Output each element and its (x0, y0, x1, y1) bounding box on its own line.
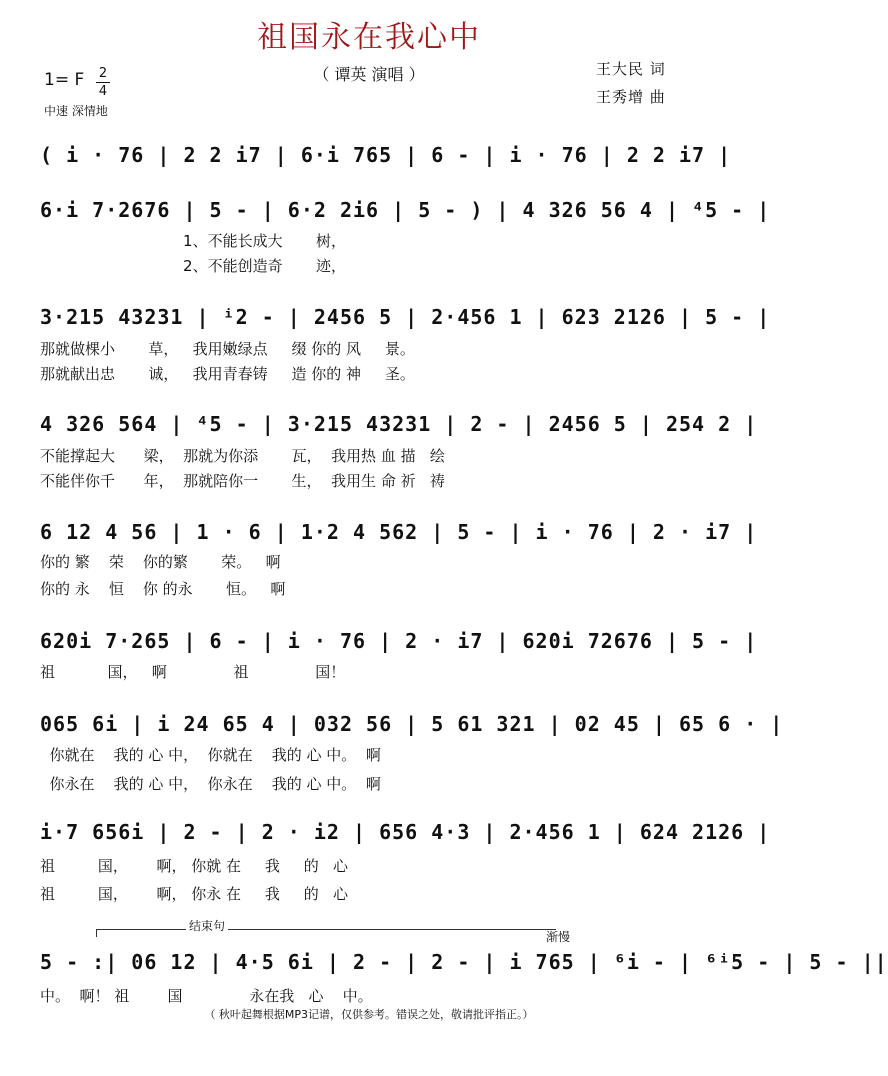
time-signature-top: 2 (98, 66, 108, 81)
lyric-line: 2、不能创造奇 迹， (40, 257, 346, 275)
ending-bracket (96, 929, 556, 930)
lyric-line: 你就在 我的 心 中， 你就在 我的 心 中。 啊 (40, 746, 381, 764)
lyric-line: 你永在 我的 心 中， 你永在 我的 心 中。 啊 (40, 775, 381, 793)
notation-line: 3·215 43231 | ⁱ2 - | 2456 5 | 2·456 1 | 623 2126 | 5 - | (40, 305, 771, 329)
ending-bracket-start (96, 929, 97, 937)
footer-note: （ 秋叶起舞根据MP3记谱，仅供参考。错误之处，敬请批评指正。） (204, 1008, 534, 1021)
key-signature: 1= F (44, 70, 85, 90)
rit-label: 渐慢 (546, 930, 571, 944)
notation-line: 065 6i | i 24 65 4 | 032 56 | 5 61 321 | 02 45 | 65 6 · | (40, 712, 784, 736)
lyric-line: 祖 国， 啊 祖 国！ (40, 663, 346, 681)
lyric-line: 那就做棵小 草， 我用嫩绿点 缀 你的 风 景。 (40, 340, 415, 358)
lyric-line: 不能伴你千 年， 那就陪你一 生， 我用生 命 祈 祷 (40, 472, 445, 490)
lyric-line: 1、不能长成大 树， (40, 232, 346, 250)
lyric-line: 祖 国， 啊， 你永 在 我 的 心 (40, 885, 349, 903)
singer-credit: （ 谭英 演唱 ） (313, 65, 425, 84)
notation-line: 5 - :| 06 12 | 4·5 6i | 2 - | 2 - | i 765 | ⁶i - | ⁶ⁱ5 - | 5 - || (40, 950, 888, 974)
lyric-line: 祖 国， 啊， 你就 在 我 的 心 (40, 857, 349, 875)
composer-credit: 王秀增 曲 (596, 88, 666, 106)
lyric-line: 你的 繁 荣 你的繁 荣。 啊 (40, 553, 281, 571)
ending-label: 结束句 (186, 917, 228, 934)
notation-line: 620i 7·265 | 6 - | i · 76 | 2 · i7 | 620i 72676 | 5 - | (40, 629, 758, 653)
notation-line: 6 12 4 56 | 1 · 6 | 1·2 4 562 | 5 - | i · 76 | 2 · i7 | (40, 520, 758, 544)
time-signature (96, 66, 110, 99)
lyric-line: 中。 啊！ 祖 国 永在我 心 中。 (40, 987, 373, 1005)
notation-line: 6·i 7·2676 | 5 - | 6·2 2i6 | 5 - ) | 4 326 56 4 | ⁴5 - | (40, 198, 771, 222)
notation-line: i·7 656i | 2 - | 2 · i2 | 656 4·3 | 2·456 1 | 624 2126 | (40, 820, 771, 844)
lyric-line: 那就献出忠 诚， 我用青春铸 造 你的 神 圣。 (40, 365, 415, 383)
time-signature-bottom: 4 (98, 84, 108, 99)
tempo-marking: 中速 深情地 (44, 104, 108, 118)
lyric-line: 你的 永 恒 你 的永 恒。 啊 (40, 580, 286, 598)
lyricist-credit: 王大民 词 (596, 60, 666, 78)
notation-line: 4 326 564 | ⁴5 - | 3·215 43231 | 2 - | 2456 5 | 254 2 | (40, 412, 758, 436)
notation-line: ( i · 76 | 2 2 i7 | 6·i 765 | 6 - | i · 76 | 2 2 i7 | (40, 143, 732, 167)
song-title: 祖国永在我心中 (257, 20, 481, 55)
lyric-line: 不能撑起大 梁， 那就为你添 瓦， 我用热 血 描 绘 (40, 447, 445, 465)
